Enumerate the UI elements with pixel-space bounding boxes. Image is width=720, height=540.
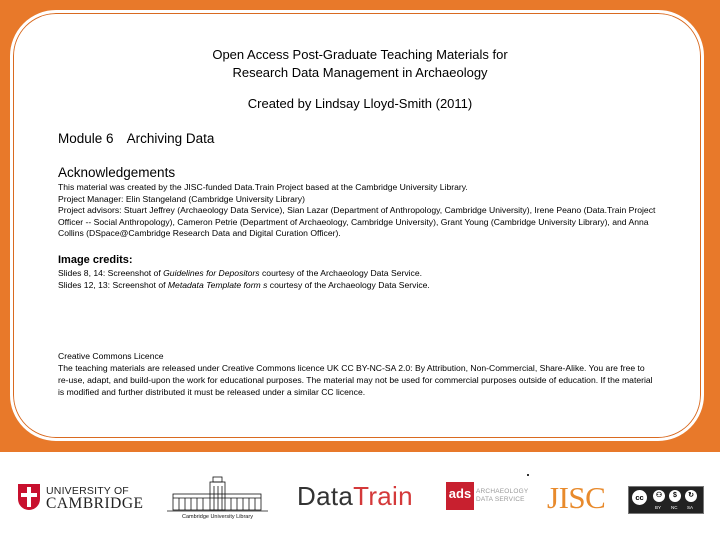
ads-logo: [446, 482, 531, 512]
licence-body: The teaching materials are released under Creative Commons licence UK CC BY-NC-SA 2.0: By Attribution, Non-Commercial, Share-Alike. You are free to re-use, adapt, and build-upon the work for educational purposes. The material may not be used for commercial purposes outside of education. If the material is modified and further distributed it must be released under a similar CC licence.: [58, 363, 653, 397]
noncommercial-icon: $: [669, 490, 681, 502]
credit-title: Metadata Template form s: [167, 279, 268, 290]
datatrain-text-train: Train: [353, 481, 413, 511]
image-credits-body: [58, 268, 678, 291]
image-credit-line: [58, 280, 678, 292]
image-credit-line: [58, 268, 678, 280]
acknowledgements-heading: Acknowledgements: [58, 165, 176, 180]
cambridge-library-logo: [165, 476, 270, 524]
author-credit: Created by Lindsay Lloyd-Smith (2011): [247, 96, 473, 111]
cambridge-shield-icon: [18, 484, 40, 510]
cambridge-logo-line-2: CAMBRIDGE: [46, 495, 144, 512]
acknowledgements-body: [58, 182, 658, 240]
ads-wordmark: [476, 488, 528, 504]
title-line-1: Open Access Post-Graduate Teaching Materials for: [212, 47, 508, 62]
credit-text: courtesy of the Archaeology Data Service.: [267, 279, 430, 290]
cc-by-label: BY: [655, 505, 662, 510]
cc-by-nc-sa-badge: [628, 486, 704, 514]
datatrain-logo: [297, 481, 413, 512]
library-building-icon: [165, 476, 270, 514]
credit-text: courtesy of the Archaeology Data Service.: [259, 268, 423, 278]
ads-mark: ads: [446, 482, 474, 510]
ack-line: Project Manager: Elin Stangeland (Cambridge University Library): [58, 193, 305, 204]
attribution-icon: ⚇: [653, 490, 665, 502]
ack-line: This material was created by the JISC-funded Data.Train Project based at the Cambridge University Library.: [58, 182, 468, 192]
module-heading: [58, 131, 224, 146]
module-name: Archiving Data: [126, 131, 215, 146]
title-line-2: Research Data Management in Archaeology: [232, 65, 488, 80]
ads-line-1: ARCHAEOLOGY: [476, 488, 529, 495]
cambridge-logo: [18, 484, 144, 516]
module-number: Module 6: [58, 131, 114, 146]
cc-icon: cc: [632, 490, 647, 505]
licence-heading: Creative Commons Licence: [58, 351, 164, 361]
credit-text: Slides 8, 14: Screenshot of: [58, 268, 164, 278]
ads-line-2: DATA SERVICE: [476, 496, 525, 503]
credit-title: Guidelines for Depositors: [163, 268, 260, 278]
cc-nc-label: NC: [671, 505, 678, 510]
decorative-dot: [527, 474, 529, 476]
library-caption: Cambridge University Library: [182, 514, 253, 520]
ack-line: Project advisors: Stuart Jeffrey (Archaeology Data Service), Sian Lazar (Department of Anthropology, Cambridge University), Irene Peano (Data.Train Project Officer -- Social Anthropology), Cameron Petrie (Department of Archaeology, Cambridge University), Grant Young (Cambridge University Library), and Anna Collins (DSpace@Cambridge Research Data and Digital Curation Officer).: [58, 205, 656, 238]
slide-title: [120, 46, 600, 82]
sharealike-icon: ↻: [685, 490, 697, 502]
cambridge-logo-line-1: UNIVERSITY OF: [46, 485, 129, 497]
cc-sa-label: SA: [687, 505, 694, 510]
datatrain-text-data: Data: [297, 481, 354, 511]
jisc-logo: JISC: [547, 480, 606, 515]
image-credits-heading: Image credits:: [58, 254, 133, 266]
credit-text: Slides 12, 13: Screenshot of: [58, 279, 168, 290]
